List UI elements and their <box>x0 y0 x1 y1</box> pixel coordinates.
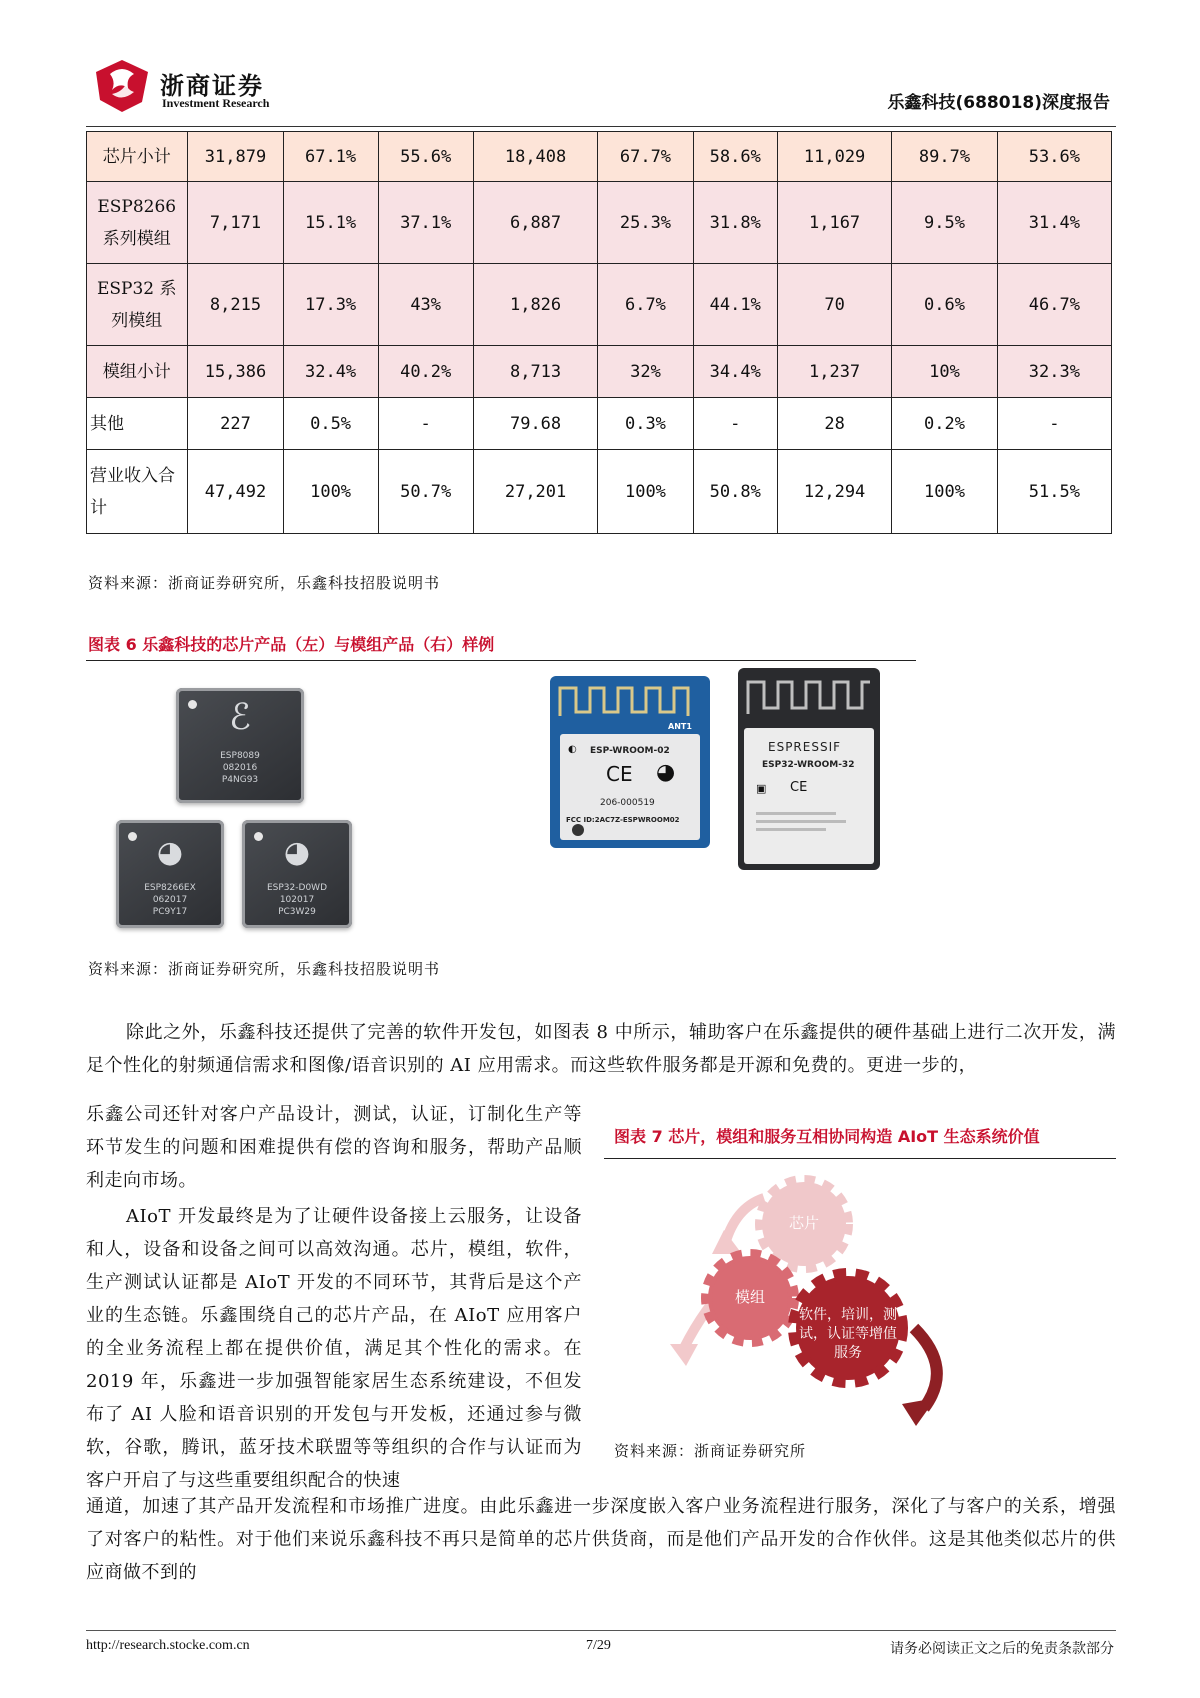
pcb-antenna-icon <box>744 674 874 718</box>
module-esp32-wroom-32 <box>738 668 880 870</box>
table-cell: 79.68 <box>473 398 598 450</box>
page-number: 7/29 <box>586 1638 611 1653</box>
table-cell: 1,167 <box>778 182 892 264</box>
table-cell: 37.1% <box>378 182 473 264</box>
cert-number: 206-000519 <box>600 798 655 808</box>
module-name: ESP-WROOM-02 <box>590 746 670 756</box>
chip-marking: PC9Y17 <box>152 907 188 917</box>
chip-marking: 062017 <box>152 895 188 905</box>
cycle-arrowhead <box>902 1398 936 1426</box>
table-row <box>87 264 1112 346</box>
table-cell: 18,408 <box>473 132 598 182</box>
row-label: 模组小计 <box>87 346 188 398</box>
paragraph-aiot: AIoT 开发最终是为了让硬件设备接上云服务，让设备和人，设备和设备之间可以高效沟通。芯片，模组，软件，生产测试认证都是 AIoT 开发的不同环节，其背后是这个产业的生态链。乐鑫围绕自己的芯片产品，在 AIoT 应用客户的全业务流程上都在提供价值，满足其个性化的需求。在 2019 年，乐鑫进一步加强智能家居生态系统建设，不但发布了 AI 人脸和语音识别的开发包与开发板，还通过参与微软，谷歌，腾讯，蓝牙技术联盟等等组织的合作与认证而为客户开启了与这些重要组织配合的快速 <box>86 1206 582 1491</box>
table-cell: 50.7% <box>378 450 473 534</box>
espressif-e-icon: ℰ <box>229 697 251 738</box>
gear-chip-label: 芯片 <box>788 1214 819 1232</box>
table-cell: 67.1% <box>283 132 378 182</box>
table-row <box>87 132 1112 182</box>
gear-service-label: 软件，培训，测试，认证等增值服务 <box>799 1307 897 1361</box>
table-cell: 100% <box>598 450 693 534</box>
antenna-label: ANT1 <box>668 722 692 731</box>
espressif-logo-icon: ◕ <box>283 835 311 870</box>
table-cell: 9.5% <box>892 182 998 264</box>
logo-icon <box>92 56 152 114</box>
row-label: 营业收入合计 <box>87 450 188 534</box>
brand-subtitle: Investment Research <box>162 96 270 110</box>
table-cell: 32% <box>598 346 693 398</box>
pin1-marker <box>572 824 584 836</box>
table-cell: - <box>378 398 473 450</box>
chip-marking: P4NG93 <box>221 775 259 785</box>
table-cell: 32.3% <box>997 346 1111 398</box>
footer-disclaimer: 请务必阅读正文之后的免责条款部分 <box>890 1642 1114 1657</box>
brand-name: 浙商证券 <box>160 72 264 100</box>
table-cell: 8,215 <box>188 264 283 346</box>
paragraph-partnership: 通道，加速了其产品开发流程和市场推广进度。由此乐鑫进一步深度嵌入客户业务流程进行服务，深化了与客户的关系，增强了对客户的粘性。对于他们来说乐鑫科技不再只是简单的芯片供货商，而是他们产品开发的合作伙伴。这是其他类似芯片的供应商做不到的 <box>86 1496 1116 1583</box>
table-row <box>87 450 1112 534</box>
module-shield <box>744 728 874 864</box>
ce-mark-icon: CE <box>790 780 808 795</box>
table-cell: 51.5% <box>997 450 1111 534</box>
table-cell: 43% <box>378 264 473 346</box>
table-cell: 31.8% <box>693 182 778 264</box>
module-brand: ESPRESSIF <box>768 740 842 754</box>
table-cell: 58.6% <box>693 132 778 182</box>
fcc-id: FCC ID:2AC7Z-ESPWROOM02 <box>566 816 680 824</box>
table-cell: 53.6% <box>997 132 1111 182</box>
figure7-source: 资料来源：浙商证券研究所 <box>614 1442 807 1460</box>
chip-marking: ESP8089 <box>220 751 260 761</box>
table-cell: 89.7% <box>892 132 998 182</box>
footer-divider <box>86 1630 1116 1631</box>
footer-url[interactable]: http://research.stocke.com.cn <box>86 1638 250 1653</box>
gear-module-label: 模组 <box>734 1288 765 1306</box>
table-cell: 27,201 <box>473 450 598 534</box>
table-cell: 7,171 <box>188 182 283 264</box>
chip-marking: 102017 <box>279 895 315 905</box>
table-cell: 10% <box>892 346 998 398</box>
table-cell: 17.3% <box>283 264 378 346</box>
wifi-certified-icon: ◐ <box>568 744 577 755</box>
table-source: 资料来源：浙商证券研究所，乐鑫科技招股说明书 <box>88 574 441 592</box>
table-cell: - <box>997 398 1111 450</box>
header-divider <box>86 126 1116 127</box>
table-cell: 31,879 <box>188 132 283 182</box>
table-cell: 25.3% <box>598 182 693 264</box>
table-cell: 28 <box>778 398 892 450</box>
table-cell: 44.1% <box>693 264 778 346</box>
table-cell: 11,029 <box>778 132 892 182</box>
chip-esp8089 <box>176 688 304 803</box>
module-esp-wroom-02 <box>550 676 710 848</box>
table-cell: 46.7% <box>997 264 1111 346</box>
table-cell: 0.3% <box>598 398 693 450</box>
fine-print <box>756 828 826 831</box>
chip-marking: ESP8266EX <box>144 883 196 893</box>
table-cell: 67.7% <box>598 132 693 182</box>
row-label: ESP8266 系列模组 <box>87 182 188 264</box>
wifi-certified-icon: ▣ <box>756 782 767 795</box>
table-cell: 1,826 <box>473 264 598 346</box>
table-cell: 227 <box>188 398 283 450</box>
ecosystem-gears-diagram <box>664 1168 964 1428</box>
espressif-logo-icon: ◕ <box>156 835 184 870</box>
table-cell: 0.6% <box>892 264 998 346</box>
report-title: 乐鑫科技(688018)深度报告 <box>887 93 1110 113</box>
chip-esp8266ex <box>116 820 224 928</box>
cycle-arrow <box>914 1328 937 1408</box>
cycle-arrowhead <box>670 1344 698 1366</box>
table-cell: 0.2% <box>892 398 998 450</box>
table-cell: 0.5% <box>283 398 378 450</box>
table-cell: 32.4% <box>283 346 378 398</box>
figure6-rule <box>86 660 916 661</box>
row-label: 芯片小计 <box>87 132 188 182</box>
table-cell: 15,386 <box>188 346 283 398</box>
table-cell: 40.2% <box>378 346 473 398</box>
figure6-title: 图表 6 乐鑫科技的芯片产品（左）与模组产品（右）样例 <box>88 635 495 654</box>
chip-esp32-d0wd <box>242 820 352 928</box>
table-cell: 6.7% <box>598 264 693 346</box>
table-cell: - <box>693 398 778 450</box>
fine-print <box>756 812 836 815</box>
module-name: ESP32-WROOM-32 <box>762 760 855 770</box>
figure7-title: 图表 7 芯片，模组和服务互相协同构造 AIoT 生态系统价值 <box>614 1127 1040 1146</box>
table-cell: 50.8% <box>693 450 778 534</box>
fine-print <box>756 820 846 823</box>
table-row <box>87 182 1112 264</box>
revenue-table <box>86 131 1112 534</box>
ce-mark-icon: CE <box>606 762 633 786</box>
table-row <box>87 398 1112 450</box>
paragraph-software-sdk: 除此之外，乐鑫科技还提供了完善的软件开发包，如图表 8 中所示，辅助客户在乐鑫提供的硬件基础上进行二次开发，满足个性化的射频通信需求和图像/语音识别的 AI 应用需求。而这些软件服务都是开源和免费的。更进一步的， <box>86 1022 1116 1076</box>
row-label: ESP32 系列模组 <box>87 264 188 346</box>
chip-marking: PC3W29 <box>278 907 316 917</box>
table-cell: 1,237 <box>778 346 892 398</box>
table-cell: 12,294 <box>778 450 892 534</box>
figure6-source: 资料来源：浙商证券研究所，乐鑫科技招股说明书 <box>88 960 441 978</box>
table-cell: 100% <box>892 450 998 534</box>
table-cell: 8,713 <box>473 346 598 398</box>
pcb-antenna-icon <box>556 682 704 722</box>
table-cell: 6,887 <box>473 182 598 264</box>
table-cell: 34.4% <box>693 346 778 398</box>
table-cell: 70 <box>778 264 892 346</box>
figure7-rule <box>604 1158 1116 1159</box>
chip-marking: ESP32-D0WD <box>266 883 327 893</box>
espressif-logo-icon: ◕ <box>656 760 676 785</box>
table-cell: 100% <box>283 450 378 534</box>
paragraph-consulting: 乐鑫公司还针对客户产品设计，测试，认证，订制化生产等环节发生的问题和困难提供有偿的咨询和服务，帮助产品顺利走向市场。 <box>86 1104 582 1191</box>
row-label: 其他 <box>87 398 188 450</box>
table-cell: 55.6% <box>378 132 473 182</box>
table-cell: 15.1% <box>283 182 378 264</box>
table-cell: 47,492 <box>188 450 283 534</box>
table-cell: 31.4% <box>997 182 1111 264</box>
table-row <box>87 346 1112 398</box>
chip-marking: 082016 <box>222 763 258 773</box>
